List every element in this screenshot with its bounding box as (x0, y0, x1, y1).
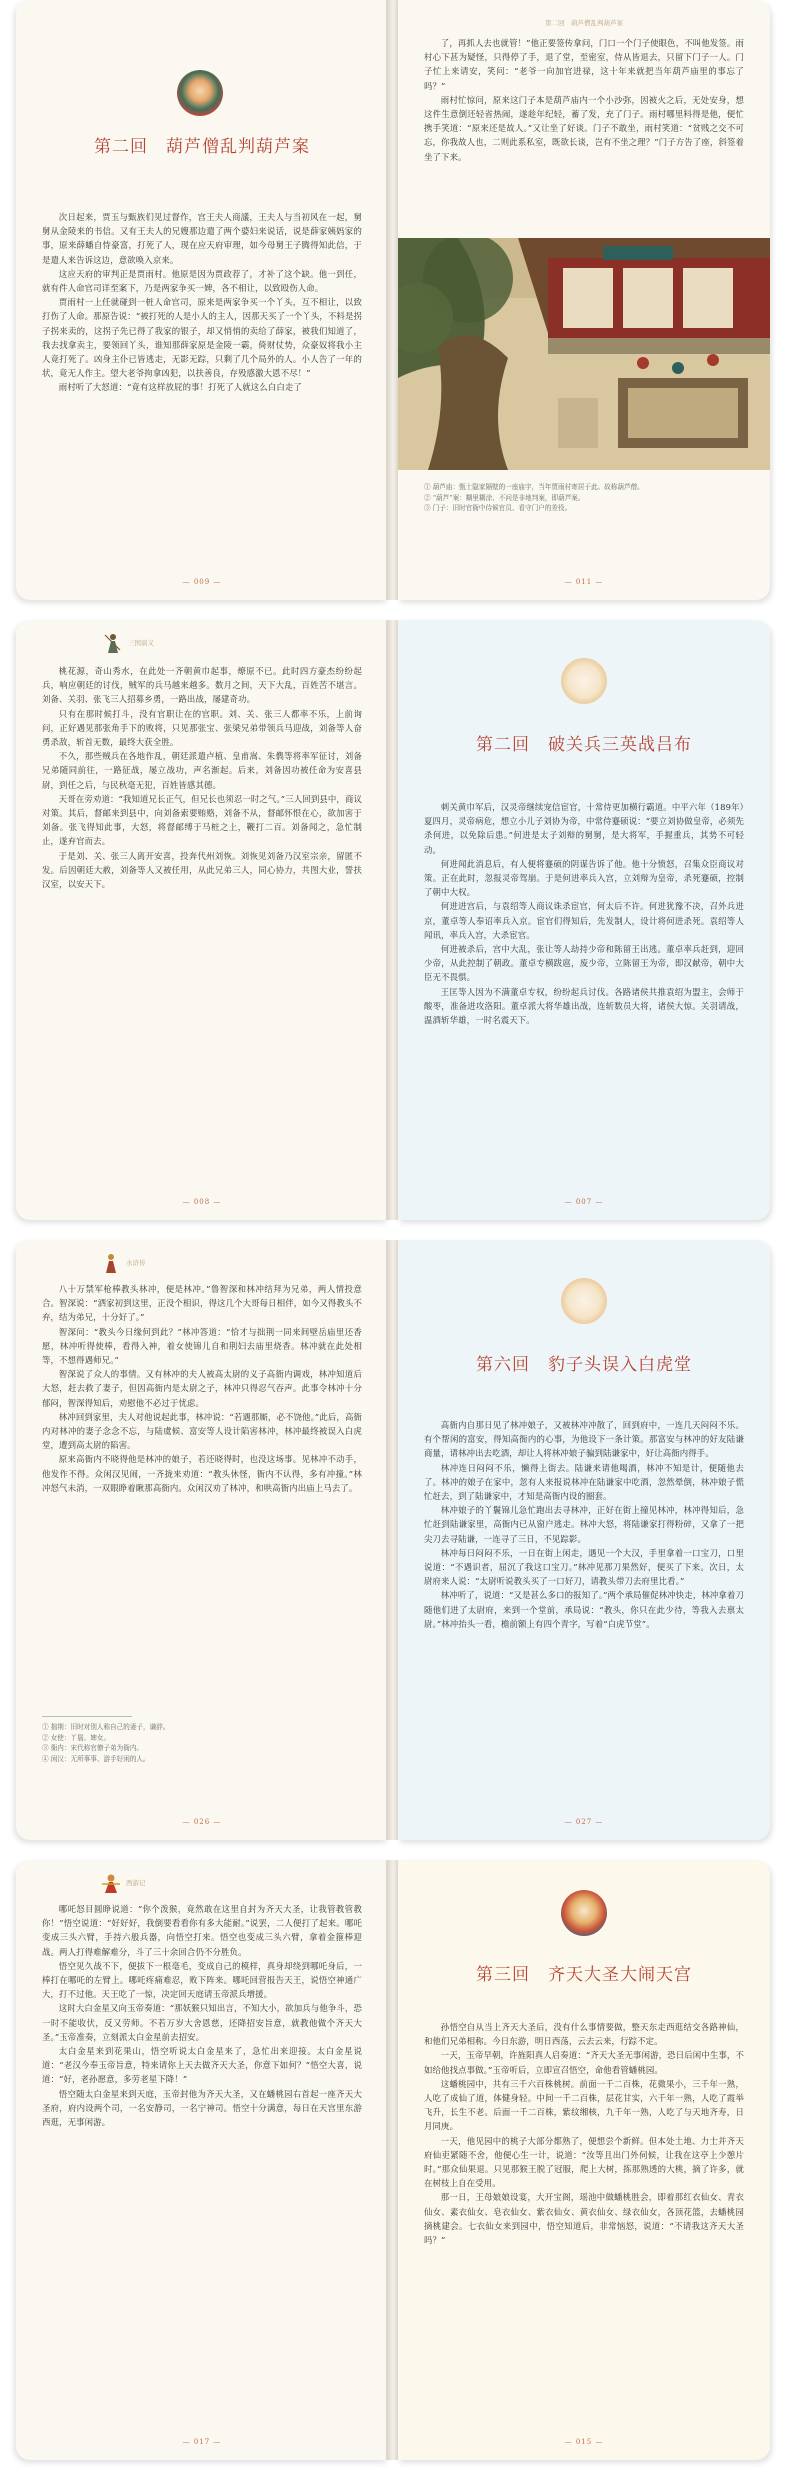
paragraph: 高衙内自那日见了林冲娘子，又被林冲冲散了，回到府中，一连几天闷闷不乐。有个帮闲的富安，得知高衙内的心事，为他设下一条计策。那富安与林冲的好友陆谦商量，请林冲出去吃酒，却让人将林冲娘子骗到陆谦家中，好让高衙内得手。 (424, 1420, 744, 1459)
book-spread-3 (0, 1240, 790, 1840)
paragraph: 次日起来，贾玉与甄族们见过督作，宫王夫人商議，王夫人与当初风在一起，舅舅从金陵来的书信。又有王夫人的兄嫂那边遣了两个婆妇来说话，说是薛家姨妈家的事，原来薛蟠自恃豪富，打死了人，现在应天府审理，如今母舅王子腾得知此信，于是遣人来告诉这边，意欲唤入京来。 (42, 212, 362, 265)
footnote: ① 葫芦庙：甄士隐家隔壁的一座庙宇，当年贾雨村寄居于此。故称葫芦僧。 (424, 483, 644, 491)
page-number: — 017 — (182, 2438, 222, 2446)
running-header: 第二回 葫芦僧乱判葫芦案 (545, 19, 623, 27)
paragraph: 那一日，王母娘娘设宴，大开宝阁，瑶池中做蟠桃胜会，即着那红衣仙女、青衣仙女、素衣仙女、皂衣仙女、紫衣仙女、黄衣仙女、绿衣仙女，各顶花篮，去蟠桃园摘桃建会。七衣仙女来到园中，悟空知道后，非常恼怒，说道：“不请我这齐天大圣吗？” (424, 2192, 744, 2246)
paragraph: 智深问：“教头今日缘何到此？”林冲答道：“恰才与拙荆一同来间壁岳庙里还香愿，林冲听得使棒，看得入神，着女使锦儿自和荆妇去庙里烧香。林冲就在此处相等，不想得遇师兄。” (42, 1326, 362, 1366)
page-026 (16, 1240, 388, 1840)
paragraph: 桃花源，奇山秀水，在此处一齐朝黄巾起事，燎原不已。此时四方豪杰纷纷起兵，响应朝廷的讨伐，贼军的兵马越来越多。数月之间，天下大乱，百姓苦不堪言。刘备、关羽、张飞三人招募乡勇，一路出战，屡建奇功。 (42, 666, 362, 705)
paragraph: 八十万禁军枪棒教头林冲，便是林冲。”鲁智深和林冲结拜为兄弟，两人情投意合。智深说：“洒家初到这里，正没个相识，得这几个大哥每日相伴，如今又得教头不弃，结为弟兄，十分好了。” (42, 1284, 362, 1323)
page-number: — 008 — (182, 1198, 222, 1206)
illustration (398, 238, 770, 470)
footnote: ③ 门子：旧时官衙中侍候官员、看守门户的差役。 (424, 504, 572, 512)
footnote: ② 女使：丫鬟、婢女。 (42, 1733, 111, 1742)
chapter-emblem-icon (561, 1890, 607, 1936)
paragraph: 悟空随太白金星来到天庭，玉帝封他为齐天大圣，又在蟠桃园右首起一座齐天大圣府，府内设两个司，一名安静司，一名宁神司。悟空十分满意，每日在天宫里东游西逛，无事闲游。 (42, 2088, 362, 2128)
page-number: — 011 — (564, 578, 604, 586)
footnote-divider (42, 1716, 132, 1717)
paragraph: 王匡等人因为不满董卓专权，纷纷起兵讨伐。各路诸侯共推袁绍为盟主，会师于酸枣，准备进攻洛阳。董卓派大将华雄出战，连斩数员大将，诸侯大惊。关羽请战，温酒斩华雄，一时名震天下。 (424, 986, 744, 1026)
paragraph: 天哥在旁劝道：“我知道兄长正气，但兄长也须忍一时之气。”三人回到县中，商议对策。其后，督邮来到县中，向刘备索要贿赂，刘备不从，督邮怀恨在心，欲加害于刘备。张飞得知此事，大怒，将督邮缚于马桩之上，鞭打二百。刘备闻之，急忙制止，遂弃官而去。 (42, 793, 362, 847)
paragraph: 哪吒怒目圆睁说道：“你个泼猴，竟然敢在这里自封为齐天大圣，让我管教管教你！”悟空说道：“好好好，我倒要看看你有多大能耐。”说罢，二人便打了起来。哪吒变成三头六臂，手持六般兵器，向悟空打来。悟空也变成三头六臂，拿着金箍棒迎战。两人打得难解难分，斗了三十余回合仍不分胜负。 (42, 1904, 362, 1957)
page-number: — 015 — (564, 2438, 604, 2446)
book-spread-4 (0, 1860, 790, 2460)
paragraph: 林冲听了，说道：“又是甚么多口的报知了。”两个承局催促林冲快走，林冲拿着刀随他们进了太尉府，来到一个堂前，承局说：“教头，你只在此少待，等我入去禀太尉。”林冲抬头一看，檐前额上有四个青字，写着“白虎节堂”。 (424, 1590, 744, 1629)
chapter-emblem-icon (177, 70, 223, 116)
paragraph: 林冲每日闷闷不乐，一日在街上闲走，遇见一个大汉，手里拿着一口宝刀，口里说道：“不遇识者，屈沉了我这口宝刀。”林冲见那刀果然好，便买了下来。次日，太尉府来人说：“太尉听说教头买了一口好刀，请教头带刀去府里比看。” (424, 1547, 744, 1587)
paragraph: 这时大白金星又向玉帝奏道：“那妖猴只知出言，不知大小，欲加兵与他争斗，恐一时不能收伏，反又劳师。不若万岁大舍恩慈，还降招安旨意，就教他做个齐天大圣。”玉帝准奏，立刻派太白金星前去招安。 (42, 2003, 362, 2042)
body-text (42, 664, 362, 891)
running-header: 西游记 (126, 1879, 146, 1887)
page-number: — 007 — (564, 1198, 604, 1206)
footnote: ③ 衙内：宋代称官僚子弟为衙内。 (42, 1744, 144, 1752)
body-text (42, 210, 362, 395)
paragraph: 这蟠桃园中，共有三千六百株桃树。前面一千二百株，花微果小，三千年一熟，人吃了成仙了道，体健身轻。中间一千二百株，层花甘实，六千年一熟，人吃了霞举飞升，长生不老。后面一千二百株，紫纹缃核，九千年一熟，人吃了与天地齐寿，日月同庚。 (424, 2078, 744, 2132)
paragraph: 孙悟空自从当上齐天大圣后，没有什么事情要做，整天东走西逛结交各路神仙，和他们兄弟相称。今日东游，明日西荡，云去云来，行踪不定。 (424, 2022, 744, 2047)
paragraph: 雨村听了大怒道：“竟有这样放屁的事！打死了人就这么白白走了 (58, 382, 302, 393)
paragraph: 一天，他见园中的桃子大部分都熟了，便想尝个新鲜。但本处土地、力士并齐天府仙吏紧随不舍，他便心生一计，说道：“汝等且出门外伺候，让我在这亭上少憩片时。”那众仙果退。只见那猴王脱了冠服，爬上大树，拣那熟透的大桃，摘了许多，就在树枝上自在受用。 (424, 2135, 744, 2189)
page-number: — 009 — (182, 578, 222, 586)
page-009 (16, 0, 388, 600)
body-text (424, 36, 744, 164)
book-spread-2 (0, 620, 790, 1220)
page-008 (16, 620, 388, 1220)
page-015 (398, 1860, 770, 2460)
page-number: — 026 — (182, 1818, 222, 1826)
paragraph: 不久，那些贼兵在各地作乱，朝廷派遣卢植、皇甫嵩、朱儁等将率军征讨，刘备兄弟随同前往，一路征战，屡立战功，声名渐起。后来，刘备因功被任命为安喜县尉，到任之后，与民秋毫无犯，百姓皆感其德。 (42, 751, 362, 790)
paragraph: 林冲娘子的丫鬟锦儿急忙跑出去寻林冲，正好在街上撞见林冲，林冲得知后，急忙赶到陆谦家里，高衙内已从窗户逃走。林冲大怒，将陆谦家打得粉碎，又拿了一把尖刀去寻陆谦，一连寻了三日，不见踪影。 (424, 1505, 744, 1544)
paragraph: 刺关黄巾军后，汉灵帝继续宠信宦官，十常侍更加横行霸道。中平六年（189年）夏四月，灵帝病危，想立小儿子刘协为帝，中常侍蹇硕说：“要立刘协做皇帝，必须先杀何进，以免除后患。”何进是太子刘辩的舅舅，是大将军，手握重兵，其势不可轻动。 (424, 802, 744, 855)
footnotes (424, 482, 744, 514)
page-011 (398, 0, 770, 600)
page-007 (398, 620, 770, 1220)
paragraph: 一天，玉帝早朝，许旌阳真人启奏道：“齐天大圣无事闲游，恐日后闲中生事，不如给他找点事做。”玉帝听后，立即宣召悟空，命他看管蟠桃园。 (424, 2050, 744, 2075)
paragraph: 太白金星来到花果山，悟空听说太白金星来了，急忙出来迎接。太白金星说道：“老汉今奉玉帝旨意，特来请你上天去做齐天大圣，你意下如何？”悟空大喜，说道：“好，老孙愿意，多劳老星下降！” (42, 2046, 362, 2085)
body-text (42, 1282, 362, 1495)
hero-figure-icon (100, 1252, 122, 1274)
body-text (424, 800, 744, 1027)
footnote: ④ 闲汉：无所事事、游手好闲的人。 (42, 1754, 150, 1763)
paragraph: 何进进宫后，与袁绍等人商议诛杀宦官，何太后不许。何进犹豫不决，召外兵进京，董卓等人奉诏率兵入京。宦官们得知后，先发制人，设计将何进杀死。袁绍等人闻讯，率兵入宫，大杀宦官。 (424, 901, 744, 940)
paragraph: 林冲连日闷闷不乐，懒得上街去。陆谦来请他喝酒，林冲不知是计，便随他去了。林冲的娘子在家中，忽有人来报说林冲在陆谦家中吃酒，忽然晕倒，林冲娘子慌忙赶去，到了陆谦家中，才知是高衙内设的圈套。 (424, 1462, 744, 1502)
footnotes (42, 1722, 362, 1764)
footnote: ① 拙荆：旧时对别人称自己的妻子，谦辞。 (42, 1723, 170, 1731)
chapter-title: 第二回 破关兵三英战吕布 (476, 735, 692, 755)
chapter-title: 第二回 葫芦僧乱判葫芦案 (94, 137, 310, 157)
chapter-emblem-icon (561, 1278, 607, 1324)
paragraph: 于是刘、关、张三人离开安喜，投奔代州刘恢。刘恢见刘备乃汉室宗亲，留匿不发。后因朝廷大赦，刘备等人又被任用，从此兄弟三人，同心协力，共图大业，誓扶汉室，以安天下。 (42, 850, 362, 890)
paragraph: 原来高衙内不晓得他是林冲的娘子，若还晓得时，也没这场事。见林冲不动手，他发作不得。众闲汉见闹，一齐拢来劝道：“教头休怪，衙内不认得，多有冲撞。”林冲怒气未消，一双眼睁着瞅那高衙内。众闲汉劝了林冲，和哄高衙内出庙上马去了。 (42, 1454, 362, 1493)
paragraph: 何进闻此消息后，有人便将蹇硕的阴谋告诉了他。他十分愤怒，召集众臣商议对策。正在此时，忽报灵帝驾崩。于是何进率兵入宫，立刘辩为皇帝，杀死蹇硕，控制了朝中大权。 (424, 858, 744, 898)
paragraph: 悟空见久战不下，便拔下一根毫毛，变成自己的模样，真身却绕到哪吒身后，一棒打在哪吒的左臂上。哪吒疼痛难忍，败下阵来。哪吒回营报告天王，说悟空神通广大，打不过他。天王吃了一惊，决定回天庭请玉帝派兵增援。 (42, 1960, 362, 2000)
running-header: 三国演义 (128, 639, 154, 647)
book-spread-1 (0, 0, 790, 600)
body-text (424, 1418, 744, 1631)
chapter-emblem-icon (561, 658, 607, 704)
warrior-figure-icon (102, 632, 124, 654)
running-header: 水浒传 (126, 1259, 146, 1267)
chapter-title: 第三回 齐天大圣大闹天宫 (476, 1965, 692, 1985)
page-017 (16, 1860, 388, 2460)
page-number: — 027 — (564, 1818, 604, 1826)
body-text (424, 2020, 744, 2247)
paragraph: 这应天府的审判正是贾雨村。他原是因为贾政荐了，才补了这个缺。他一到任，就有件人命官司详至案下，乃是两家争买一婢，各不相让，以致殴伤人命。 (42, 268, 362, 294)
paragraph: 只有在那时候打斗，没有官职让在的官职。刘、关、张三人都率不乐，上前询问，正好遇见那张角手下的败将，只见那张宝、张梁兄弟带领兵马迎战，刘备等人奋勇杀敌，斩首无数，最终大获全胜。 (42, 708, 362, 748)
paragraph: 雨村忙惊问，原来这门子本是葫芦庙内一个小沙弥，因被火之后，无处安身，想这件生意倒还轻省热闹，遂趁年纪轻，蓄了发，充了门子。雨村哪里料得是他，便忙携手笑道：“原来还是故人。”又让坐了好谈。门子不敢坐，雨村笑道：“贫贱之交不可忘，你我故人也，二则此系私室，既欲长谈，岂有不坐之理？”门子方告了座，斜签着坐了下来。 (424, 94, 744, 162)
page-027 (398, 1240, 770, 1840)
paragraph: 林冲回到家里，夫人对他说起此事，林冲说：“若遇那厮，必不饶他。”此后，高衙内对林冲的妻子念念不忘，与陆虞候、富安等人设计陷害林冲，林冲最终被误入白虎堂，遭到高太尉的陷害。 (42, 1411, 362, 1451)
body-text (42, 1902, 362, 2129)
paragraph: 智深说了众人的事情。又有林冲的夫人被高太尉的义子高衙内调戏，林冲知道后大怒，赶去救了妻子，但因高衙内是太尉之子，林冲只得忍气吞声。此事令林冲十分郁闷，智深得知后，劝慰他不必过于忧虑。 (42, 1369, 362, 1408)
monkey-king-icon (100, 1872, 122, 1894)
paragraph: 了，再抓人去也就管！”他正要签传拿问，门口一个门子使眼色，不叫他发签。雨村心下甚为疑怪，只得停了手，退了堂，至密室，侍从皆退去，只留下门子一人。门子忙上来请安，笑问：“老爷一向加官进禄，这十年来就把当年葫芦庙里的事忘了吗？” (424, 38, 744, 91)
paragraph: 何进被杀后，宫中大乱，张让等人劫持少帝和陈留王出逃。董卓率兵赶到，迎回少帝，从此控制了朝政。董卓专横跋扈，废少帝，立陈留王为帝，即汉献帝，朝中大臣无不畏惧。 (424, 944, 744, 983)
chapter-title: 第六回 豹子头误入白虎堂 (476, 1355, 692, 1375)
paragraph: 贾雨村一上任就碰到一桩人命官司，原来是两家争买一个丫头，互不相让，以致打伤了人命。那原告说：“被打死的人是小人的主人，因那天买了一个丫头，不料是拐子拐来卖的，这拐子先已得了我家的银子，却又悄悄的卖给了薛家，被我们知道了，我去找拿卖主，要领回丫头，谁知那薛家原是金陵一霸，倚财仗势，众豪奴将我小主人竟打死了。凶身主仆已皆逃走，无影无踪，只剩了几个局外的人。小人告了一年的状，竟无人作主。望大老爷拘拿凶犯，以扶善良，存殁感激大恩不尽！” (42, 297, 362, 379)
footnote: ② “葫芦”案：糊里糊涂、不问是非地判案，即葫芦案。 (424, 493, 585, 502)
courtyard-painting-icon (398, 238, 770, 470)
